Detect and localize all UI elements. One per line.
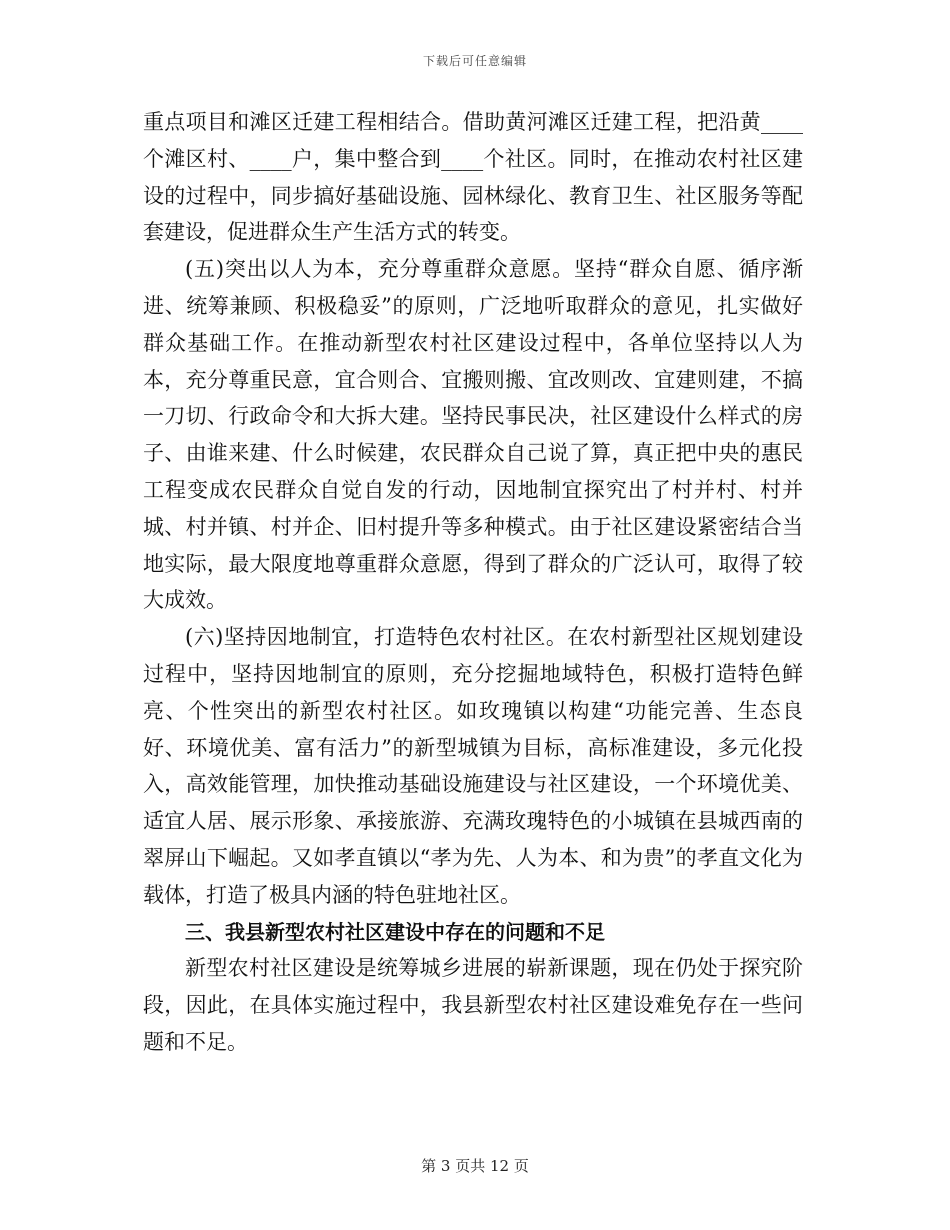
paragraph-section-5: (五)突出以人为本，充分尊重群众意愿。坚持“群众自愿、循序渐进、统筹兼顾、积极稳妥”的原则，广泛地听取群众的意见，扎实做好群众基础工作。在推动新型农村社区建设过程中，各单位坚持以人为本，充分尊重民意，宜合则合、宜搬则搬、宜改则改、宜建则建，不搞一刀切、行政命令和大拆大建。坚持民事民决，社区建设什么样式的房子、由谁来建、什么时候建，农民群众自己说了算，真正把中央的惠民工程变成农民群众自觉自发的行动，因地制宜探究出了村并村、村并城、村并镇、村并企、旧村提升等多种模式。由于社区建设紧密结合当地实际，最大限度地尊重群众意愿，得到了群众的广泛认可，取得了较大成效。 — [143, 257, 803, 613]
page-header: 下载后可任意编辑 — [422, 54, 527, 68]
paragraph-continued: 重点项目和滩区迁建工程相结合。借助黄河滩区迁建工程，把沿黄____个滩区村、____户，集中整合到____个社区。同时，在推动农村社区建设的过程中，同步搞好基础设施、园林绿化、教育卫生、社区服务等配套建设，促进群众生产生活方式的转变。 — [143, 110, 803, 245]
paragraph-section-6: (六)坚持因地制宜，打造特色农村社区。在农村新型社区规划建设过程中，坚持因地制宜的原则，充分挖掘地域特色，积极打造特色鲜亮、个性突出的新型农村社区。如玫瑰镇以构建“功能完善、生态良好、环境优美、富有活力”的新型城镇为目标，高标准建设，多元化投入，高效能管理，加快推动基础设施建设与社区建设，一个环境优美、适宜人居、展示形象、承接旅游、充满玫瑰特色的小城镇在县城西南的翠屏山下崛起。又如孝直镇以“孝为先、人为本、和为贵”的孝直文化为载体，打造了极具内涵的特色驻地社区。 — [143, 625, 803, 907]
section-heading-3: 三、我县新型农村社区建设中存在的问题和不足 — [185, 919, 605, 944]
document-body — [143, 104, 803, 1061]
paragraph-section-3-intro: 新型农村社区建设是统筹城乡进展的崭新课题，现在仍处于探究阶段，因此，在具体实施过程中，我县新型农村社区建设难免存在一些问题和不足。 — [143, 956, 803, 1054]
page-number: 第 3 页共 12 页 — [421, 1157, 529, 1175]
